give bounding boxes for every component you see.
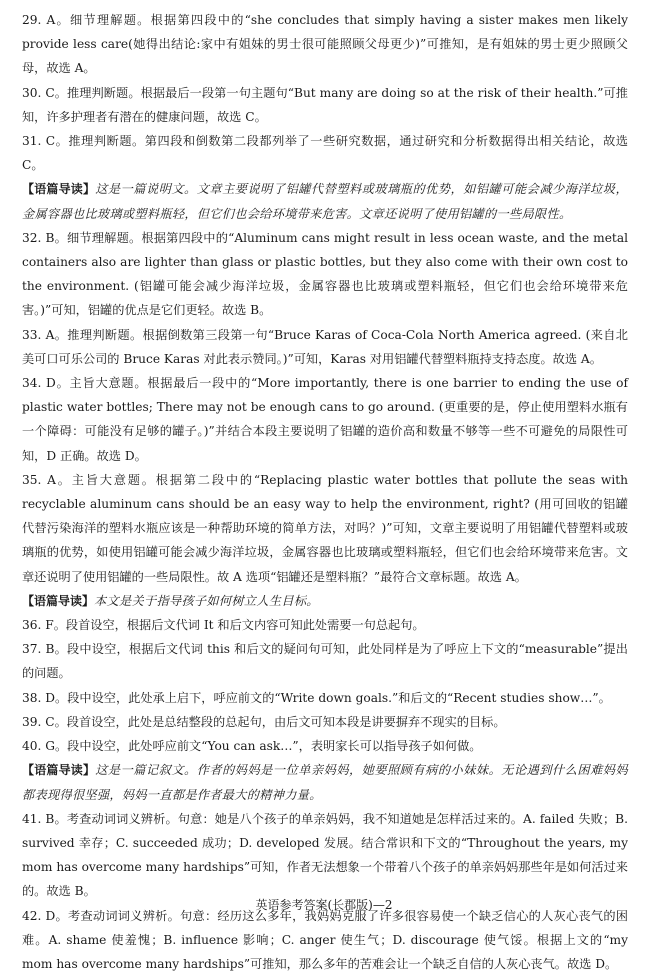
answer-37: 37. B。段中设空，根据后文代词 this 和后文的疑问句可知，此处同样是为了呼应上下文的“measurable”提出的问题。 <box>22 642 628 681</box>
answer-34: 34. D。主旨大意题。根据最后一段中的“More importantly, there is one barrier to ending the use of plastic water bottles; There may not be enough cans to go around. (更重要的是，停止使用塑料水瓶有一个障碍：可能没有足够的罐子。)”并结合本段主要说明了铝罐的造价高和数量不够等一些不可避免的局限性可知，D 正确。故选 D。 <box>22 376 628 463</box>
answer-39: 39. C。段首设空，此处是总结整段的总起句，由后文可知本段是讲要摒弃不现实的目标。 <box>22 714 506 729</box>
page-footer: 英语参考答案(长郡版)—2 <box>255 898 393 912</box>
passage-guide-tag: 【语篇导读】 <box>22 593 95 608</box>
answer-40: 40. G。段中设空，此处呼应前文“You can ask…”，表明家长可以指导孩子如何做。 <box>22 739 482 754</box>
answer-36: 36. F。段首设空，根据后文代词 It 和后文内容可知此处需要一句总起句。 <box>22 618 425 633</box>
answer-32: 32. B。细节理解题。根据第四段中的“Aluminum cans might result in less ocean waste, and the metal containers also are lighter than glass or plastic bottles, but they also come with their own cost to the environment. (铝罐可能会减少海洋垃圾，金属容器也比玻璃或塑料瓶轻，但它们也会给环境带来危害。)”可知，铝罐的优点是它们更轻。故选 B。 <box>22 230 628 318</box>
answer-30: 30. C。推理判断题。根据最后一段第一句主题句“But many are doing so at the risk of their health.”可推知，许多护理者有潜在的健康问题，故选 C。 <box>22 85 628 124</box>
passage-guide-tag: 【语篇导读】 <box>22 763 96 778</box>
passage-guide <box>22 758 628 806</box>
passage-guide-text: 这是一篇记叙文。作者的妈妈是一位单亲妈妈，她要照顾有病的小妹妹。无论遇到什么困难妈妈都表现得很坚强，妈妈一直都是作者最大的精神力量。 <box>22 763 628 802</box>
answer-35: 35. A。主旨大意题。根据第二段中的“Replacing plastic water bottles that pollute the seas with recyclable aluminum cans should be an easy way to help the environment, right? (用可回收的铝罐代替污染海洋的塑料水瓶应该是一种帮助环境的简单方法，对吗？)”可知，文章主要说明了用铝罐代替塑料或玻璃瓶的优势，如使用铝罐可能会减少海洋垃圾，金属容器也比玻璃或塑料瓶轻，但它们也会给环境带来危害。文章还说明了使用铝罐的一些局限性。故 A 选项“铝罐还是塑料瓶？”最符合文章标题。故选 A。 <box>22 472 628 584</box>
answer-38: 38. D。段中设空，此处承上启下，呼应前文的“Write down goals.”和后文的“Recent studies show…”。 <box>22 690 611 705</box>
answer-31: 31. C。推理判断题。第四段和倒数第二段都列举了一些研究数据，通过研究和分析数据得出相关结论，故选 C。 <box>22 134 628 173</box>
passage-guide <box>22 589 628 613</box>
answer-33: 33. A。推理判断题。根据倒数第三段第一句“Bruce Karas of Coca-Cola North America agreed. (来自北美可口可乐公司的 Bruce Karas 对此表示赞同。)”可知，Karas 对用铝罐代替塑料瓶持支持态度。故选 A。 <box>22 327 628 366</box>
passage-guide-text: 这是一篇说明文。文章主要说明了铝罐代替塑料或玻璃瓶的优势，如铝罐可能会减少海洋垃圾，金属容器也比玻璃或塑料瓶轻，但它们也会给环境带来危害。文章还说明了使用铝罐的一些局限性。 <box>22 182 628 221</box>
passage-guide <box>22 177 628 225</box>
answer-41: 41. B。考查动词词义辨析。句意：她是八个孩子的单亲妈妈，我不知道她是怎样活过来的。A. failed 失败；B. survived 幸存；C. succeeded 成功；D. developed 发展。结合常识和下文的“Throughout the years, my mom has overcome many hardships”可知，作者无法想象一个带着八个孩子的单亲妈妈那些年是如何活过来的。故选 B。 <box>22 811 628 899</box>
answer-42: 42. D。考查动词词义辨析。句意：经历这么多年，我妈妈克服了许多很容易使一个缺乏信心的人灰心丧气的困难。A. shame 使羞愧；B. influence 影响；C. anger 使生气；D. discourage 使气馁。根据上文的“my mom has overcome many hardships”可推知，那么多年的苦难会让一个缺乏自信的人灰心丧气。故选 D。 <box>22 908 628 971</box>
passage-guide-text: 本文是关于指导孩子如何树立人生目标。 <box>94 593 319 608</box>
passage-guide-tag: 【语篇导读】 <box>22 182 96 197</box>
answer-29: 29. A。细节理解题。根据第四段中的“she concludes that simply having a sister makes men likely provide less care(她得出结论:家中有姐妹的男士很可能照顾父母更少)”可推知，是有姐妹的男士更少照顾父母，故选 A。 <box>22 13 628 76</box>
